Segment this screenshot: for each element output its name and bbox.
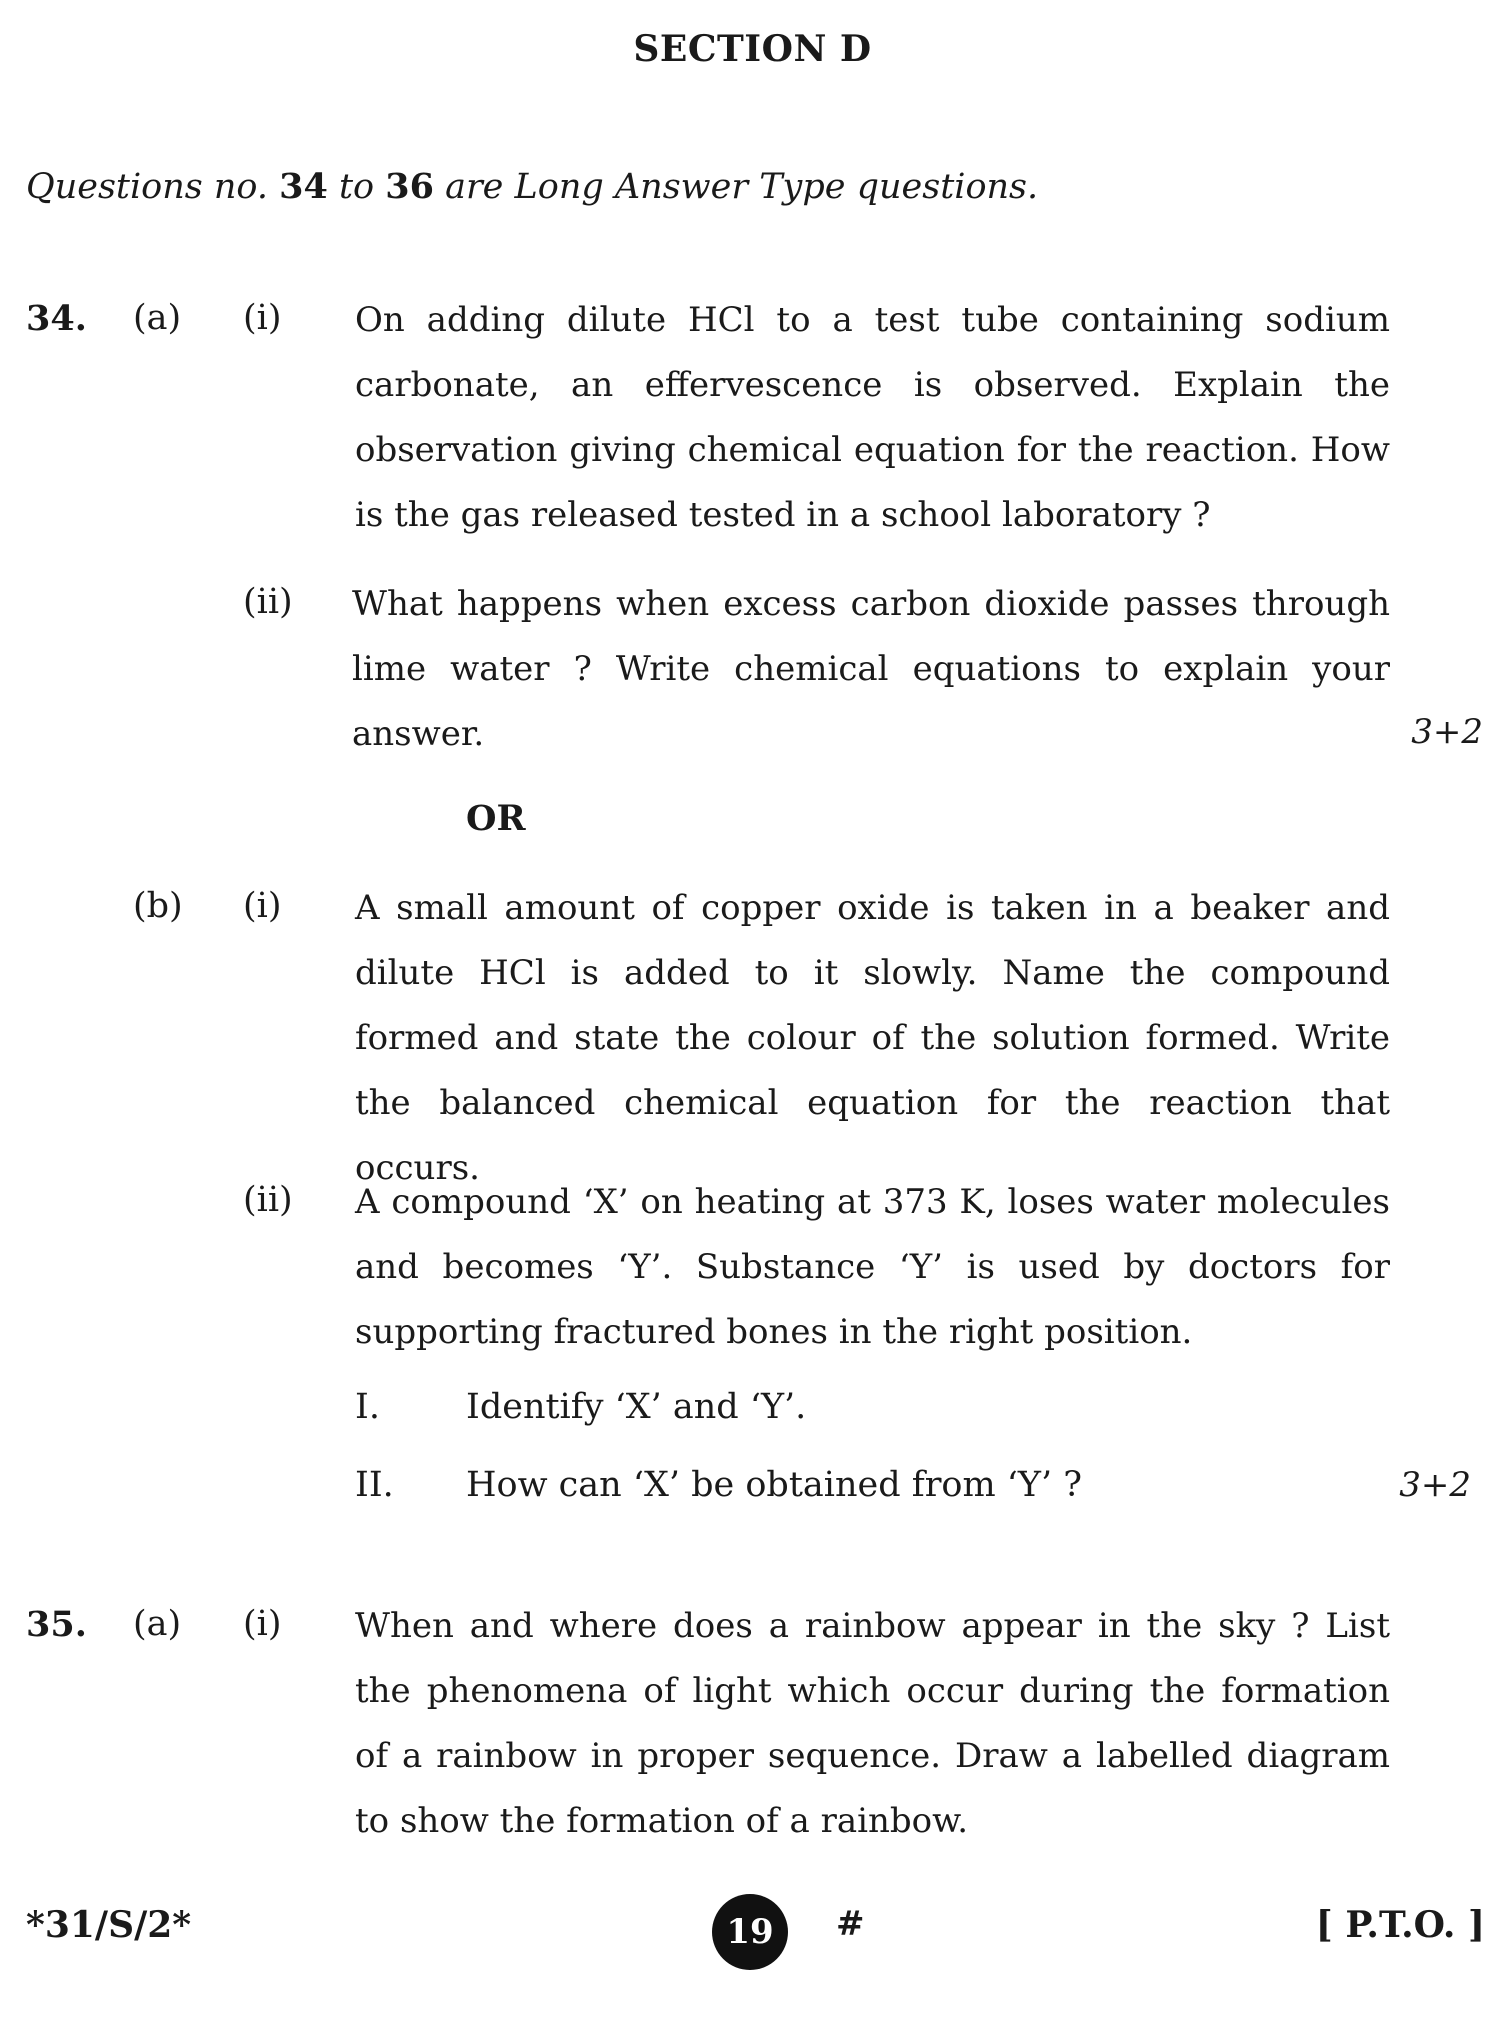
q34-b-sub-2-text: How can ‘X’ be obtained from ‘Y’ ? [466, 1465, 1083, 1505]
q35-a-label: (a) [133, 1604, 182, 1644]
page-number-badge: 19 [712, 1894, 788, 1970]
q34-b-ii-label: (ii) [243, 1180, 293, 1220]
q34-b-i-label: (i) [243, 886, 282, 926]
q34-b-marks: 3+2 [1399, 1465, 1471, 1505]
question-35-number: 35. [26, 1604, 87, 1645]
instructions-suffix: are Long Answer Type questions. [433, 167, 1039, 207]
q34-b-sub-1-text: Identify ‘X’ and ‘Y’. [466, 1387, 807, 1427]
q34-b-label: (b) [133, 886, 183, 926]
q34-a-ii-text: What happens when excess carbon dioxide passes through lime water ? Write chemical equations to explain your answer. [352, 584, 1390, 754]
instructions-mid: to [327, 167, 386, 207]
q34-a-i-label: (i) [243, 298, 282, 338]
section-title: SECTION D [633, 28, 872, 70]
q35-a-i-label: (i) [243, 1604, 282, 1644]
q34-a-ii-label: (ii) [243, 582, 293, 622]
q34-a-marks: 3+2 [1411, 712, 1483, 752]
q34-b-sub-2-label: II. [355, 1465, 394, 1505]
paper-code: *31/S/2* [26, 1904, 192, 1946]
instructions-from: 34 [279, 166, 328, 207]
question-34-number: 34. [26, 298, 87, 339]
or-divider: OR [466, 798, 526, 839]
q34-b-i-text: A small amount of copper oxide is taken in a beaker and dilute HCl is added to it slowly. Name the compound formed and state the colour of the solution formed. Write the balanced chemical equation for the reaction that occurs. [355, 888, 1390, 1188]
q34-a-i-text: On adding dilute HCl to a test tube containing sodium carbonate, an effervescence is observed. Explain the observation giving chemical equation for the reaction. How is the gas released tested in a school laboratory ? [355, 300, 1390, 535]
q34-a-label: (a) [133, 298, 182, 338]
instructions [26, 166, 1038, 207]
please-turn-over: [ P.T.O. ] [1315, 1904, 1485, 1946]
q35-a-i-text: When and where does a rainbow appear in the sky ? List the phenomena of light which occur during the formation of a rainbow in proper sequence. Draw a labelled diagram to show the formation of a rainbow. [355, 1606, 1390, 1841]
q34-b-sub-1-label: I. [355, 1387, 380, 1427]
q34-b-ii-text: A compound ‘X’ on heating at 373 K, loses water molecules and becomes ‘Y’. Substance ‘Y’ is used by doctors for supporting fractured bones in the right position. [355, 1182, 1390, 1352]
instructions-to: 36 [385, 166, 434, 207]
instructions-prefix: Questions no. [26, 167, 280, 207]
hash-mark: # [836, 1904, 865, 1944]
